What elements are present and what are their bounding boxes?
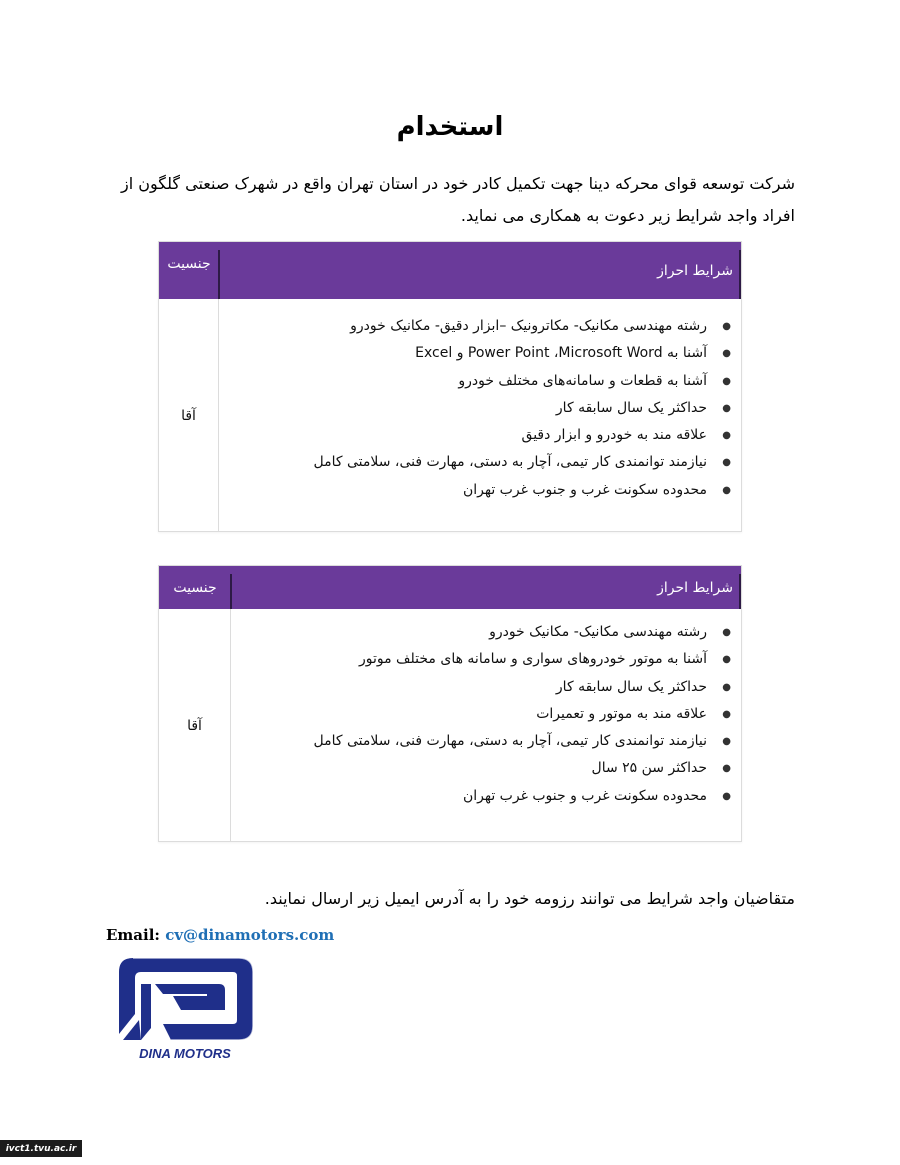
requirement-item xyxy=(314,674,731,701)
intro-paragraph: شرکت توسعه قوای محرکه دینا جهت تکمیل کادر خود در استان تهران واقع در شهرک صنعتی گلگون از افراد واجد شرایط زیر دعوت به همکاری می نماید. xyxy=(121,174,795,225)
table-body xyxy=(159,609,741,842)
requirement-text: نیازمند توانمندی کار تیمی، آچار به دستی، مهارت فنی، سلامتی کامل xyxy=(313,454,707,471)
requirement-item xyxy=(314,477,731,504)
requirement-text: آشنا به قطعات و سامانه‌های مختلف خودرو xyxy=(458,372,707,389)
bullet-icon: ● xyxy=(722,457,731,469)
bullet-icon: ● xyxy=(722,708,731,720)
site-watermark: ivct1.tvu.ac.ir xyxy=(0,1140,82,1157)
requirement-text: رشته مهندسی مکانیک- مکانیک خودرو xyxy=(489,624,707,640)
bullet-icon: ● xyxy=(722,484,731,496)
requirement-text: محدوده سکونت غرب و جنوب غرب تهران xyxy=(462,787,707,804)
requirement-item xyxy=(314,340,731,367)
gender-cell: آقا xyxy=(159,299,219,532)
page-title: استخدام xyxy=(396,112,504,142)
email-line xyxy=(106,926,334,944)
header-edge xyxy=(739,574,741,609)
logo-text: DINA MOTORS xyxy=(139,1046,231,1061)
gender-cell: آقا xyxy=(159,609,231,842)
requirements-table-2 xyxy=(158,565,742,842)
requirement-text: حداکثر یک سال سابقه کار xyxy=(555,399,707,416)
dina-motors-logo xyxy=(111,954,259,1062)
requirement-item xyxy=(314,619,731,646)
requirement-item xyxy=(313,449,731,476)
requirement-text: نیازمند توانمندی کار تیمی، آچار به دستی، مهارت فنی، سلامتی کامل xyxy=(313,733,707,750)
header-divider xyxy=(218,250,220,299)
bullet-icon: ● xyxy=(722,627,731,638)
requirement-text: آشنا به Power Point ،Microsoft Word و Excel xyxy=(415,345,707,362)
table-body xyxy=(159,299,741,532)
requirement-item xyxy=(314,395,731,422)
header-gender: جنسیت xyxy=(167,256,211,272)
header-requirements: شرایط احراز xyxy=(657,579,733,596)
bullet-icon: ● xyxy=(722,790,731,802)
table-header xyxy=(159,566,741,609)
closing-paragraph: متقاضیان واجد شرایط می توانند رزومه خود را به آدرس ایمیل زیر ارسال نمایند. xyxy=(264,889,795,908)
bullet-icon: ● xyxy=(722,321,731,332)
header-divider xyxy=(230,574,232,609)
logo-graphic xyxy=(111,954,259,1062)
requirements-list xyxy=(314,299,741,504)
requirement-item xyxy=(314,755,731,782)
requirement-item xyxy=(314,646,731,673)
requirement-item xyxy=(313,728,731,755)
requirement-item xyxy=(314,783,731,810)
requirement-item xyxy=(314,701,731,728)
header-gender: جنسیت xyxy=(173,579,217,596)
bullet-icon: ● xyxy=(722,348,731,360)
bullet-icon: ● xyxy=(722,763,731,775)
bullet-icon: ● xyxy=(722,681,731,693)
requirement-item xyxy=(314,368,731,395)
email-label: Email: xyxy=(106,926,160,944)
header-edge xyxy=(739,250,741,299)
requirement-text: محدوده سکونت غرب و جنوب غرب تهران xyxy=(462,481,707,498)
requirement-text: رشته مهندسی مکانیک- مکاترونیک –ابزار دقیق- مکانیک خودرو xyxy=(350,318,707,334)
requirements-table-1 xyxy=(158,241,742,532)
table-header xyxy=(159,242,741,299)
requirement-text: علاقه مند به خودرو و ابزار دقیق xyxy=(521,427,707,444)
bullet-icon: ● xyxy=(722,654,731,666)
bullet-icon: ● xyxy=(722,402,731,414)
requirement-text: حداکثر یک سال سابقه کار xyxy=(555,678,707,695)
bullet-icon: ● xyxy=(722,375,731,387)
requirement-text: آشنا به موتور خودروهای سواری و سامانه های مختلف موتور xyxy=(358,651,707,668)
requirement-item xyxy=(314,313,731,340)
bullet-icon: ● xyxy=(722,430,731,442)
requirement-text: حداکثر سن ۲۵ سال xyxy=(591,760,707,777)
header-requirements: شرایط احراز xyxy=(657,262,733,279)
email-link[interactable]: cv@dinamotors.com xyxy=(165,926,335,944)
requirements-list xyxy=(314,609,741,810)
requirement-item xyxy=(314,422,731,449)
bullet-icon: ● xyxy=(722,736,731,748)
requirement-text: علاقه مند به موتور و تعمیرات xyxy=(536,705,707,722)
